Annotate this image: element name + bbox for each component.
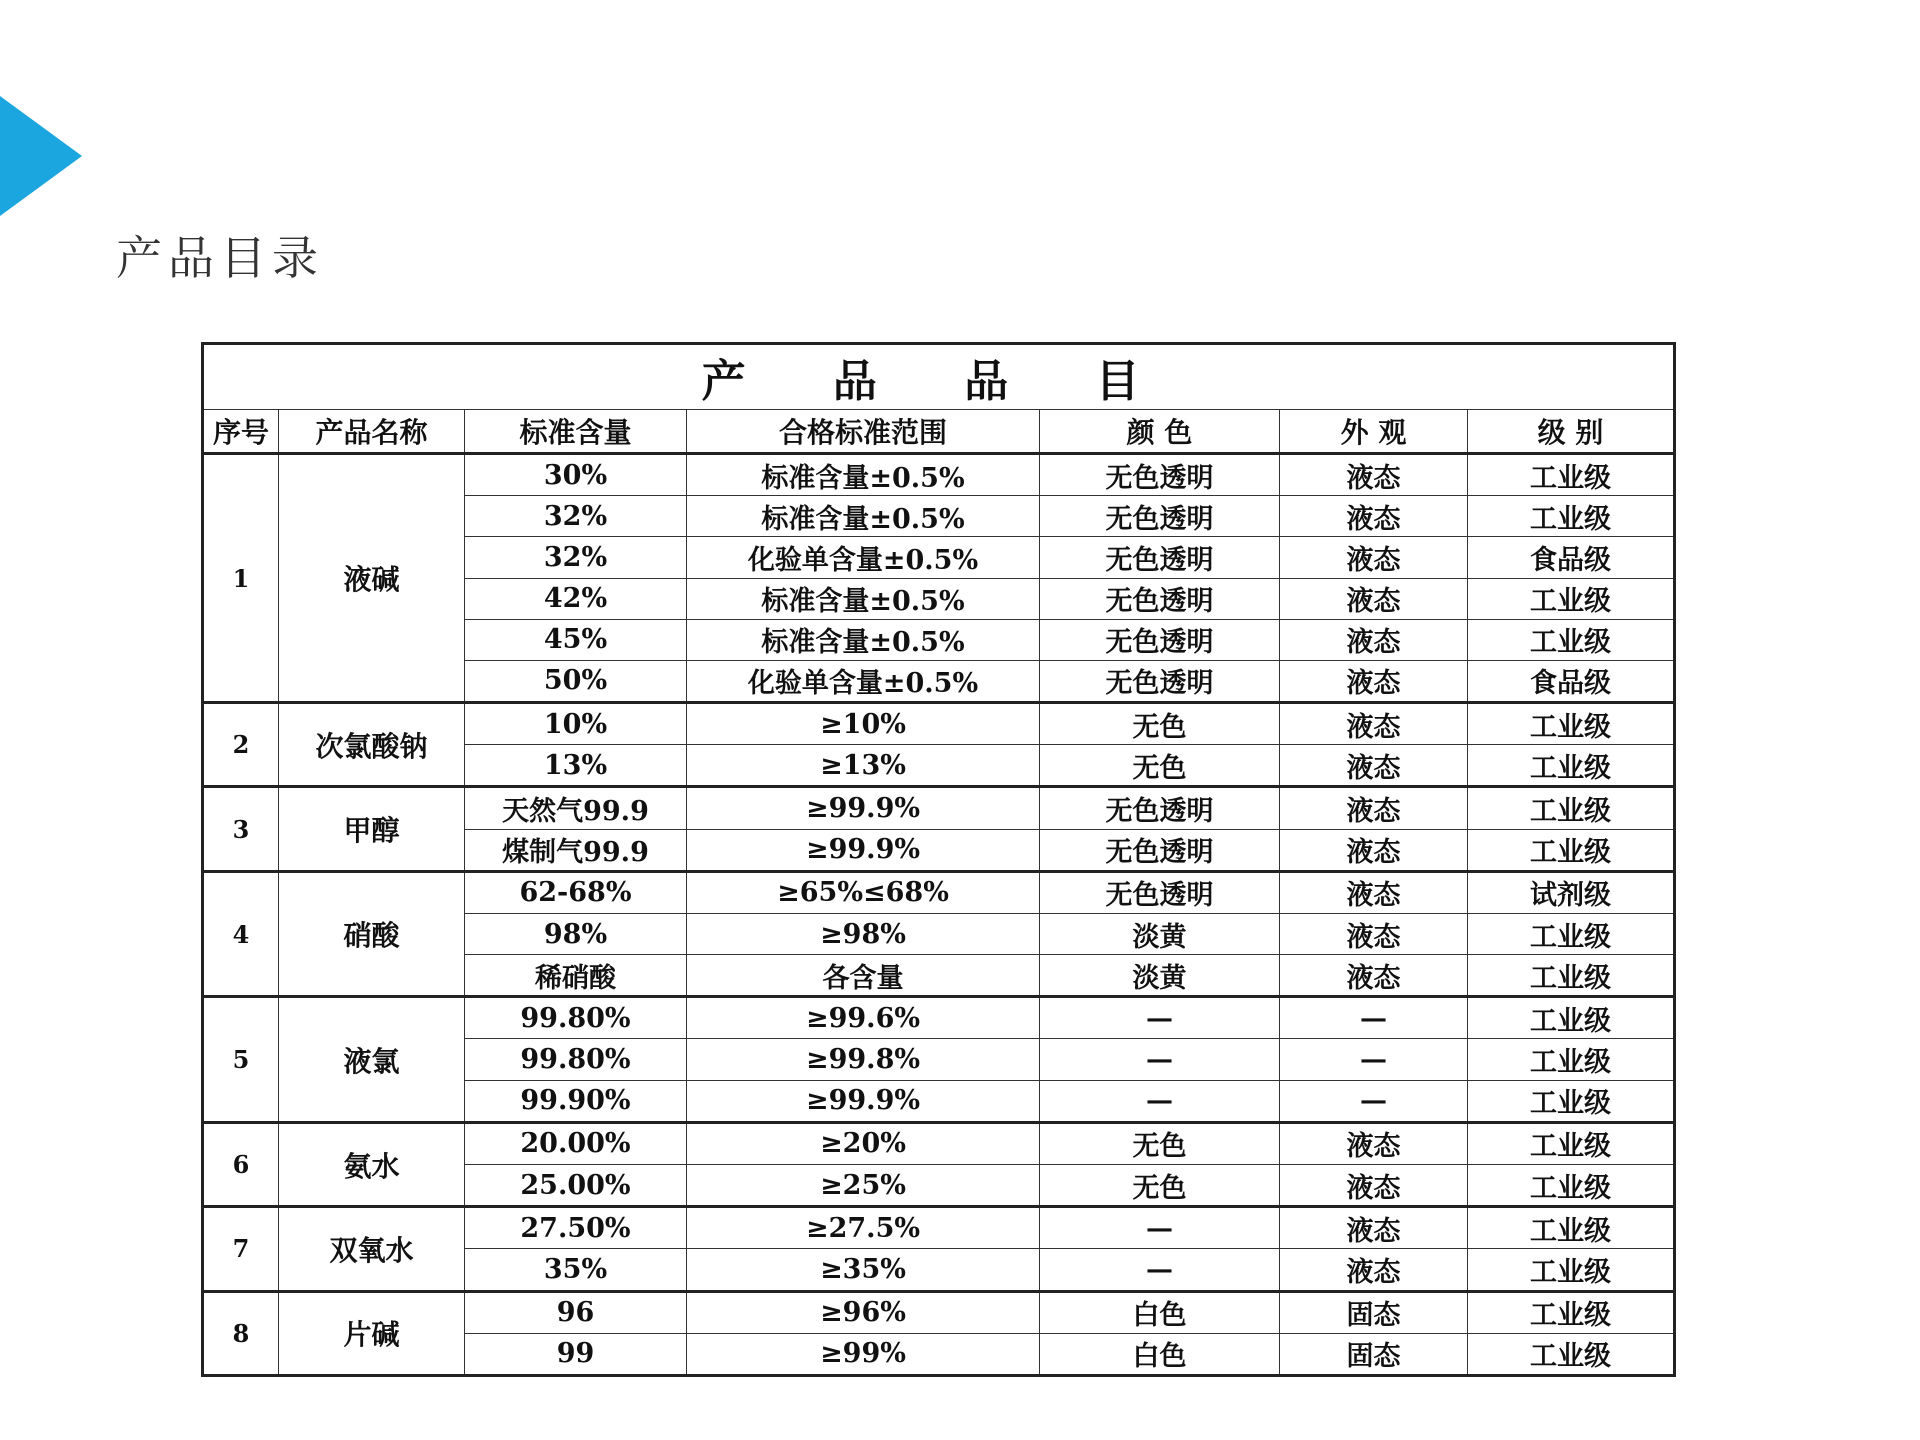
color-cell: 无色透明	[1040, 578, 1280, 619]
color-cell: 无色透明	[1040, 660, 1280, 702]
standard-content-cell: 99	[465, 1333, 687, 1375]
color-cell: —	[1040, 1207, 1280, 1249]
appearance-cell: 液态	[1280, 829, 1468, 871]
color-cell: —	[1040, 997, 1280, 1039]
standard-content-cell: 30%	[465, 454, 687, 496]
appearance-cell: 液态	[1280, 619, 1468, 660]
qualified-range-cell: 化验单含量±0.5%	[687, 537, 1040, 578]
color-cell: —	[1040, 1039, 1280, 1080]
color-cell: 白色	[1040, 1291, 1280, 1333]
table-title: 产 品 品 目	[203, 344, 1675, 410]
qualified-range-cell: ≥27.5%	[687, 1207, 1040, 1249]
row-index-cell: 1	[203, 454, 279, 703]
appearance-cell: 液态	[1280, 787, 1468, 829]
grade-cell: 食品级	[1468, 537, 1675, 578]
grade-cell: 工业级	[1468, 913, 1675, 954]
qualified-range-cell: 标准含量±0.5%	[687, 454, 1040, 496]
row-index-cell: 3	[203, 787, 279, 871]
product-name-cell: 甲醇	[279, 787, 465, 871]
qualified-range-cell: 标准含量±0.5%	[687, 619, 1040, 660]
qualified-range-cell: 标准含量±0.5%	[687, 578, 1040, 619]
grade-cell: 工业级	[1468, 1165, 1675, 1207]
grade-cell: 工业级	[1468, 619, 1675, 660]
appearance-cell: 液态	[1280, 745, 1468, 787]
qualified-range-cell: 各含量	[687, 955, 1040, 997]
qualified-range-cell: ≥99.9%	[687, 1080, 1040, 1122]
column-header: 序号	[203, 410, 279, 454]
standard-content-cell: 10%	[465, 703, 687, 745]
row-index-cell: 5	[203, 997, 279, 1123]
column-header: 合格标准范围	[687, 410, 1040, 454]
qualified-range-cell: ≥35%	[687, 1249, 1040, 1291]
grade-cell: 工业级	[1468, 703, 1675, 745]
grade-cell: 工业级	[1468, 955, 1675, 997]
grade-cell: 工业级	[1468, 1249, 1675, 1291]
standard-content-cell: 99.80%	[465, 997, 687, 1039]
grade-cell: 工业级	[1468, 787, 1675, 829]
row-index-cell: 8	[203, 1291, 279, 1375]
appearance-cell: 液态	[1280, 1122, 1468, 1164]
standard-content-cell: 煤制气99.9	[465, 829, 687, 871]
qualified-range-cell: ≥99.9%	[687, 787, 1040, 829]
color-cell: —	[1040, 1080, 1280, 1122]
color-cell: 无色透明	[1040, 454, 1280, 496]
table-row	[203, 1207, 1675, 1249]
table-row	[203, 1122, 1675, 1164]
product-name-cell: 双氧水	[279, 1207, 465, 1291]
appearance-cell: 液态	[1280, 703, 1468, 745]
standard-content-cell: 98%	[465, 913, 687, 954]
standard-content-cell: 天然气99.9	[465, 787, 687, 829]
standard-content-cell: 稀硝酸	[465, 955, 687, 997]
table-row	[203, 787, 1675, 829]
standard-content-cell: 32%	[465, 496, 687, 537]
grade-cell: 工业级	[1468, 1122, 1675, 1164]
color-cell: 无色透明	[1040, 829, 1280, 871]
color-cell: 无色	[1040, 703, 1280, 745]
column-header: 外 观	[1280, 410, 1468, 454]
standard-content-cell: 27.50%	[465, 1207, 687, 1249]
table-body	[203, 454, 1675, 1376]
qualified-range-cell: ≥96%	[687, 1291, 1040, 1333]
color-cell: —	[1040, 1249, 1280, 1291]
appearance-cell: 液态	[1280, 496, 1468, 537]
row-index-cell: 4	[203, 871, 279, 997]
appearance-cell: 液态	[1280, 454, 1468, 496]
appearance-cell: —	[1280, 1039, 1468, 1080]
table-row	[203, 454, 1675, 496]
page-title: 产品目录	[116, 231, 324, 285]
qualified-range-cell: ≥99%	[687, 1333, 1040, 1375]
grade-cell: 工业级	[1468, 496, 1675, 537]
grade-cell: 工业级	[1468, 829, 1675, 871]
grade-cell: 工业级	[1468, 1080, 1675, 1122]
standard-content-cell: 99.90%	[465, 1080, 687, 1122]
color-cell: 无色透明	[1040, 871, 1280, 913]
appearance-cell: —	[1280, 997, 1468, 1039]
appearance-cell: 液态	[1280, 955, 1468, 997]
appearance-cell: 液态	[1280, 1249, 1468, 1291]
color-cell: 无色	[1040, 1165, 1280, 1207]
product-name-cell: 液碱	[279, 454, 465, 703]
grade-cell: 工业级	[1468, 997, 1675, 1039]
column-header: 标准含量	[465, 410, 687, 454]
qualified-range-cell: ≥98%	[687, 913, 1040, 954]
color-cell: 无色	[1040, 745, 1280, 787]
column-header: 颜 色	[1040, 410, 1280, 454]
column-header: 级 别	[1468, 410, 1675, 454]
table-header-row	[203, 410, 1675, 454]
qualified-range-cell: ≥65%≤68%	[687, 871, 1040, 913]
appearance-cell: 液态	[1280, 1207, 1468, 1249]
appearance-cell: 液态	[1280, 537, 1468, 578]
qualified-range-cell: ≥99.6%	[687, 997, 1040, 1039]
qualified-range-cell: 标准含量±0.5%	[687, 496, 1040, 537]
standard-content-cell: 45%	[465, 619, 687, 660]
grade-cell: 工业级	[1468, 1333, 1675, 1375]
product-name-cell: 片碱	[279, 1291, 465, 1375]
product-name-cell: 氨水	[279, 1122, 465, 1206]
color-cell: 无色透明	[1040, 619, 1280, 660]
table-row	[203, 871, 1675, 913]
color-cell: 无色	[1040, 1122, 1280, 1164]
standard-content-cell: 50%	[465, 660, 687, 702]
appearance-cell: —	[1280, 1080, 1468, 1122]
product-name-cell: 次氯酸钠	[279, 703, 465, 787]
table-row	[203, 997, 1675, 1039]
qualified-range-cell: ≥99.8%	[687, 1039, 1040, 1080]
standard-content-cell: 42%	[465, 578, 687, 619]
grade-cell: 工业级	[1468, 1039, 1675, 1080]
standard-content-cell: 35%	[465, 1249, 687, 1291]
row-index-cell: 7	[203, 1207, 279, 1291]
appearance-cell: 固态	[1280, 1291, 1468, 1333]
grade-cell: 工业级	[1468, 1207, 1675, 1249]
color-cell: 白色	[1040, 1333, 1280, 1375]
appearance-cell: 液态	[1280, 913, 1468, 954]
appearance-cell: 液态	[1280, 660, 1468, 702]
grade-cell: 食品级	[1468, 660, 1675, 702]
color-cell: 淡黄	[1040, 955, 1280, 997]
column-header: 产品名称	[279, 410, 465, 454]
accent-triangle	[0, 96, 82, 216]
standard-content-cell: 62-68%	[465, 871, 687, 913]
appearance-cell: 液态	[1280, 1165, 1468, 1207]
standard-content-cell: 32%	[465, 537, 687, 578]
color-cell: 淡黄	[1040, 913, 1280, 954]
grade-cell: 工业级	[1468, 454, 1675, 496]
color-cell: 无色透明	[1040, 787, 1280, 829]
appearance-cell: 液态	[1280, 871, 1468, 913]
row-index-cell: 6	[203, 1122, 279, 1206]
product-name-cell: 液氯	[279, 997, 465, 1123]
color-cell: 无色透明	[1040, 537, 1280, 578]
product-name-cell: 硝酸	[279, 871, 465, 997]
qualified-range-cell: 化验单含量±0.5%	[687, 660, 1040, 702]
standard-content-cell: 96	[465, 1291, 687, 1333]
grade-cell: 工业级	[1468, 578, 1675, 619]
standard-content-cell: 13%	[465, 745, 687, 787]
grade-cell: 工业级	[1468, 745, 1675, 787]
product-catalog-table	[201, 342, 1676, 1377]
table-row	[203, 703, 1675, 745]
standard-content-cell: 20.00%	[465, 1122, 687, 1164]
row-index-cell: 2	[203, 703, 279, 787]
appearance-cell: 固态	[1280, 1333, 1468, 1375]
grade-cell: 工业级	[1468, 1291, 1675, 1333]
qualified-range-cell: ≥10%	[687, 703, 1040, 745]
standard-content-cell: 99.80%	[465, 1039, 687, 1080]
grade-cell: 试剂级	[1468, 871, 1675, 913]
qualified-range-cell: ≥20%	[687, 1122, 1040, 1164]
qualified-range-cell: ≥99.9%	[687, 829, 1040, 871]
qualified-range-cell: ≥13%	[687, 745, 1040, 787]
color-cell: 无色透明	[1040, 496, 1280, 537]
appearance-cell: 液态	[1280, 578, 1468, 619]
standard-content-cell: 25.00%	[465, 1165, 687, 1207]
qualified-range-cell: ≥25%	[687, 1165, 1040, 1207]
table-row	[203, 1291, 1675, 1333]
